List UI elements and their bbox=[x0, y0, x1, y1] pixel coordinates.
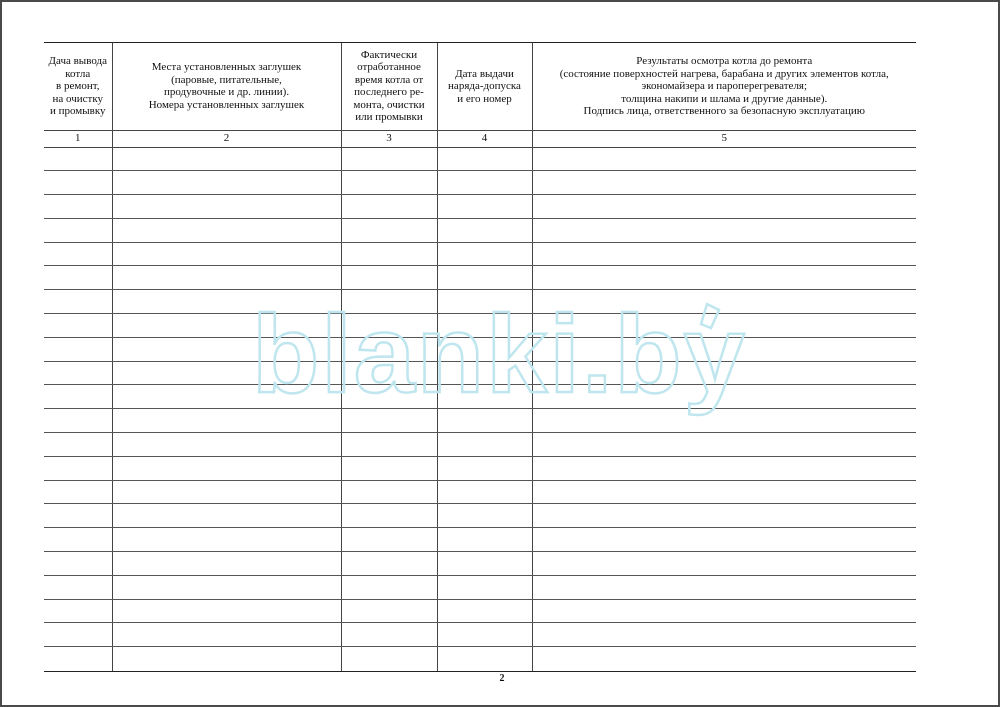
table-cell[interactable] bbox=[532, 337, 916, 361]
table-cell[interactable] bbox=[112, 242, 341, 266]
table-cell[interactable] bbox=[341, 361, 437, 385]
table-cell[interactable] bbox=[44, 218, 112, 242]
table-cell[interactable] bbox=[44, 599, 112, 623]
table-row bbox=[44, 147, 916, 171]
table-row bbox=[44, 218, 916, 242]
column-number: 2 bbox=[112, 130, 341, 147]
table-cell[interactable] bbox=[44, 290, 112, 314]
table-cell[interactable] bbox=[341, 171, 437, 195]
table-cell[interactable] bbox=[532, 361, 916, 385]
table-cell[interactable] bbox=[112, 361, 341, 385]
table-cell[interactable] bbox=[341, 314, 437, 338]
header-line: (состояние поверхностей нагрева, барабана и других элементов котла, bbox=[559, 67, 889, 80]
table-cell[interactable] bbox=[112, 409, 341, 433]
table-cell[interactable] bbox=[112, 266, 341, 290]
table-row bbox=[44, 456, 916, 480]
header-line: наряда-допуска bbox=[448, 80, 521, 92]
table-cell[interactable] bbox=[437, 456, 532, 480]
table-cell[interactable] bbox=[437, 337, 532, 361]
header-line: и промывку bbox=[49, 105, 106, 117]
table-cell[interactable] bbox=[44, 504, 112, 528]
table-cell[interactable] bbox=[437, 480, 532, 504]
header-line: толщина накипи и шлама и другие данные). bbox=[621, 92, 828, 105]
table-cell[interactable] bbox=[437, 195, 532, 219]
header-line: в ремонт, bbox=[56, 80, 100, 92]
table-row bbox=[44, 337, 916, 361]
column-number: 1 bbox=[44, 130, 112, 147]
table-cell[interactable] bbox=[532, 575, 916, 599]
table-cell[interactable] bbox=[437, 218, 532, 242]
table-cell[interactable] bbox=[437, 528, 532, 552]
table-cell[interactable] bbox=[532, 647, 916, 671]
svg-text:blanki.by: blanki.by bbox=[252, 293, 747, 416]
table-cell[interactable] bbox=[532, 504, 916, 528]
table-cell[interactable] bbox=[532, 433, 916, 457]
header-line: Места установленных заглушек bbox=[151, 61, 302, 74]
table-cell[interactable] bbox=[112, 195, 341, 219]
table-row bbox=[44, 266, 916, 290]
inspection-log-table-wrapper bbox=[44, 42, 916, 672]
table-cell[interactable] bbox=[532, 599, 916, 623]
table-cell[interactable] bbox=[44, 647, 112, 671]
table-cell[interactable] bbox=[112, 504, 341, 528]
header-line: и его номер bbox=[457, 92, 512, 105]
table-cell[interactable] bbox=[341, 552, 437, 576]
table-row bbox=[44, 480, 916, 504]
table-row bbox=[44, 242, 916, 266]
table-cell[interactable] bbox=[112, 575, 341, 599]
table-cell[interactable] bbox=[341, 337, 437, 361]
table-cell[interactable] bbox=[341, 409, 437, 433]
table-cell[interactable] bbox=[112, 623, 341, 647]
table-cell[interactable] bbox=[341, 290, 437, 314]
table-cell[interactable] bbox=[437, 647, 532, 671]
table-row bbox=[44, 647, 916, 671]
table-cell[interactable] bbox=[532, 242, 916, 266]
table-cell[interactable] bbox=[437, 575, 532, 599]
table-cell[interactable] bbox=[112, 147, 341, 171]
table-cell[interactable] bbox=[341, 195, 437, 219]
log-entries bbox=[44, 147, 916, 671]
table-cell[interactable] bbox=[532, 409, 916, 433]
column-number: 4 bbox=[437, 130, 532, 147]
table-cell[interactable] bbox=[437, 171, 532, 195]
header-line: Дача вывода bbox=[48, 55, 107, 67]
table-cell[interactable] bbox=[532, 171, 916, 195]
table-row bbox=[44, 623, 916, 647]
table-cell[interactable] bbox=[341, 504, 437, 528]
table-cell[interactable] bbox=[341, 599, 437, 623]
table-cell[interactable] bbox=[44, 456, 112, 480]
table-cell[interactable] bbox=[341, 147, 437, 171]
table-cell[interactable] bbox=[44, 480, 112, 504]
header-line: Дата выдачи bbox=[455, 67, 514, 80]
table-cell[interactable] bbox=[112, 314, 341, 338]
table-cell[interactable] bbox=[437, 385, 532, 409]
table-cell[interactable] bbox=[341, 647, 437, 671]
table-row bbox=[44, 599, 916, 623]
header-line: (паровые, питательные, bbox=[171, 73, 282, 86]
table-cell[interactable] bbox=[112, 456, 341, 480]
column-number: 3 bbox=[341, 130, 437, 147]
table-cell[interactable] bbox=[112, 647, 341, 671]
header-line: Номера установленных заглушек bbox=[148, 98, 305, 111]
header-line: продувочные и др. линии). bbox=[163, 86, 290, 99]
table-cell[interactable] bbox=[532, 266, 916, 290]
table-cell[interactable] bbox=[532, 385, 916, 409]
table-cell[interactable] bbox=[532, 480, 916, 504]
header-line: Результаты осмотра котла до ремонта bbox=[636, 55, 813, 67]
table-row bbox=[44, 361, 916, 385]
table-cell[interactable] bbox=[532, 218, 916, 242]
header-line: на очистку bbox=[52, 92, 104, 105]
table-cell[interactable] bbox=[44, 528, 112, 552]
header-line: Фактически bbox=[360, 48, 418, 61]
table-cell[interactable] bbox=[437, 147, 532, 171]
header-cell-inspection-results bbox=[532, 43, 916, 130]
table-cell[interactable] bbox=[112, 385, 341, 409]
table-row bbox=[44, 552, 916, 576]
column-number-row bbox=[44, 130, 916, 147]
table-cell[interactable] bbox=[532, 528, 916, 552]
table-cell[interactable] bbox=[44, 195, 112, 219]
table-cell[interactable] bbox=[437, 433, 532, 457]
table-row bbox=[44, 504, 916, 528]
table-cell[interactable] bbox=[44, 171, 112, 195]
table-row bbox=[44, 195, 916, 219]
table-cell[interactable] bbox=[112, 552, 341, 576]
table-cell[interactable] bbox=[341, 218, 437, 242]
table-cell[interactable] bbox=[437, 623, 532, 647]
table-cell[interactable] bbox=[44, 623, 112, 647]
table-row bbox=[44, 290, 916, 314]
table-cell[interactable] bbox=[44, 314, 112, 338]
header-cell-operating-time bbox=[341, 43, 437, 130]
table-cell[interactable] bbox=[437, 409, 532, 433]
column-number: 5 bbox=[532, 130, 916, 147]
table-cell[interactable] bbox=[532, 314, 916, 338]
header-line: монта, очистки bbox=[353, 98, 425, 111]
header-line: отработанное bbox=[357, 61, 421, 74]
table-cell[interactable] bbox=[44, 242, 112, 266]
table-cell[interactable] bbox=[437, 266, 532, 290]
table-cell[interactable] bbox=[44, 266, 112, 290]
header-cell-withdrawal-date bbox=[44, 43, 112, 130]
header-row bbox=[44, 43, 916, 130]
table-cell[interactable] bbox=[437, 314, 532, 338]
table-cell[interactable] bbox=[341, 242, 437, 266]
header-line: или промывки bbox=[355, 111, 423, 124]
table-cell[interactable] bbox=[44, 361, 112, 385]
table-cell[interactable] bbox=[341, 456, 437, 480]
table-cell[interactable] bbox=[112, 290, 341, 314]
table-cell[interactable] bbox=[437, 552, 532, 576]
table-cell[interactable] bbox=[112, 218, 341, 242]
table-cell[interactable] bbox=[532, 195, 916, 219]
table-cell[interactable] bbox=[437, 242, 532, 266]
header-cell-permit-date bbox=[437, 43, 532, 130]
header-line: котла bbox=[65, 67, 91, 80]
table-cell[interactable] bbox=[341, 266, 437, 290]
inspection-log-table bbox=[44, 43, 916, 671]
table-cell[interactable] bbox=[112, 433, 341, 457]
header-line: экономайзера и пароперегревателя; bbox=[641, 80, 808, 92]
table-cell[interactable] bbox=[532, 552, 916, 576]
table-cell[interactable] bbox=[112, 171, 341, 195]
table-cell[interactable] bbox=[437, 504, 532, 528]
table-row bbox=[44, 385, 916, 409]
header-line: последнего ре- bbox=[354, 86, 424, 99]
table-cell[interactable] bbox=[341, 528, 437, 552]
table-cell[interactable] bbox=[112, 480, 341, 504]
table-cell[interactable] bbox=[44, 575, 112, 599]
table-cell[interactable] bbox=[112, 528, 341, 552]
table-cell[interactable] bbox=[44, 552, 112, 576]
table-row bbox=[44, 171, 916, 195]
header-cell-plug-locations bbox=[112, 43, 341, 130]
table-cell[interactable] bbox=[437, 290, 532, 314]
table-cell[interactable] bbox=[341, 385, 437, 409]
table-cell[interactable] bbox=[341, 480, 437, 504]
table-cell[interactable] bbox=[437, 599, 532, 623]
table-cell[interactable] bbox=[44, 147, 112, 171]
table-cell[interactable] bbox=[341, 575, 437, 599]
table-row bbox=[44, 433, 916, 457]
table-cell[interactable] bbox=[44, 409, 112, 433]
table-cell[interactable] bbox=[112, 337, 341, 361]
table-cell[interactable] bbox=[44, 337, 112, 361]
table-cell[interactable] bbox=[112, 599, 341, 623]
header-line: Подпись лица, ответственного за безопасную эксплуатацию bbox=[583, 105, 865, 117]
table-cell[interactable] bbox=[341, 623, 437, 647]
table-row bbox=[44, 409, 916, 433]
table-row bbox=[44, 575, 916, 599]
table-cell[interactable] bbox=[341, 433, 437, 457]
header-line: время котла от bbox=[354, 73, 424, 86]
table-cell[interactable] bbox=[44, 433, 112, 457]
table-row bbox=[44, 528, 916, 552]
table-cell[interactable] bbox=[532, 147, 916, 171]
table-cell[interactable] bbox=[437, 361, 532, 385]
table-cell[interactable] bbox=[532, 290, 916, 314]
table-cell[interactable] bbox=[532, 623, 916, 647]
table-row bbox=[44, 314, 916, 338]
table-cell[interactable] bbox=[532, 456, 916, 480]
page-number: 2 bbox=[499, 673, 505, 684]
table-cell[interactable] bbox=[44, 385, 112, 409]
